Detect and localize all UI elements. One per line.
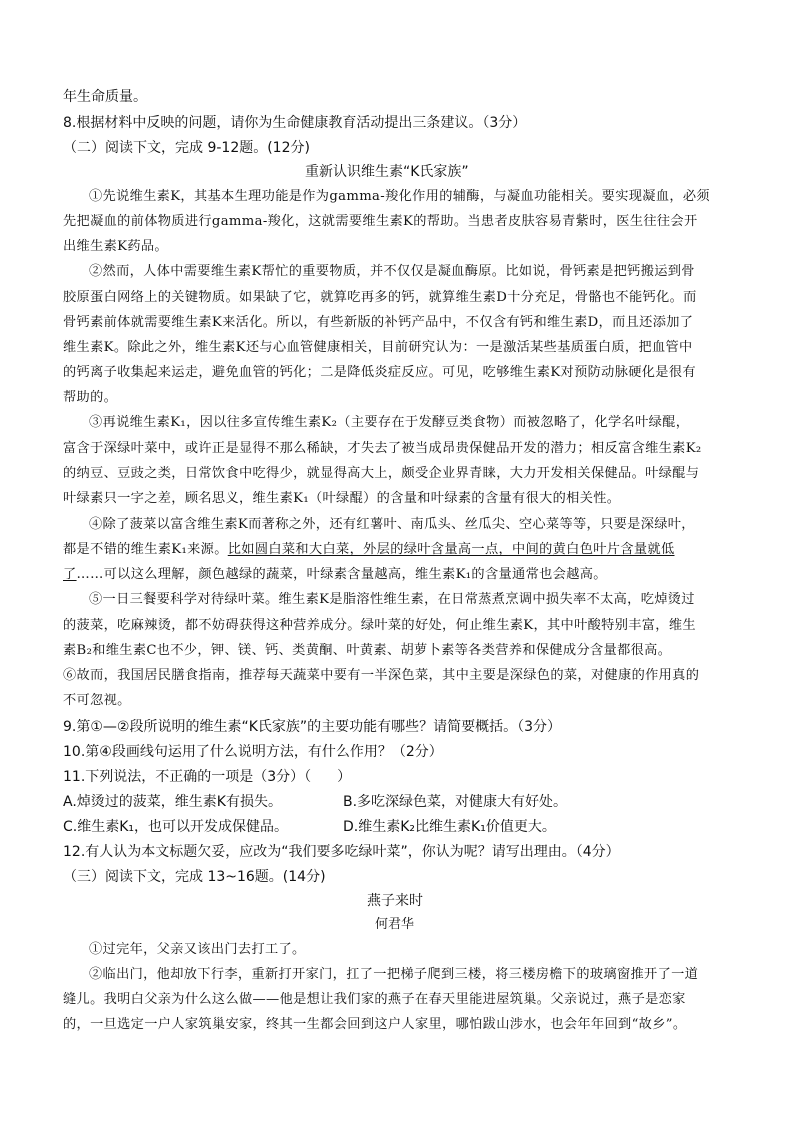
option-c: C.维生素K₁，也可以开发成保健品。 <box>63 819 289 835</box>
paragraph-line <box>63 541 674 559</box>
paragraph-line: 缝儿。我明白父亲为什么这么做——他是想让我们家的燕子在春天里能进屋筑巢。父亲说过，燕子是恋家 <box>63 992 686 1007</box>
question-11 <box>63 768 351 786</box>
paragraph-line: 叶绿素只一字之差，顾名思义，维生素K₁（叶绿醌）的含量和叶绿素的含量有很大的相关性。 <box>63 491 621 506</box>
section-2-heading: （二）阅读下文，完成 9-12题。(12分) <box>63 140 310 156</box>
article-title: 重新认识维生素“K氏家族” <box>305 164 469 180</box>
paragraph-line: 富含于深绿叶菜中，或许正是显得不那么稀缺，才失去了被当成昂贵保健品开发的潜力；相反富含维生素K₂ <box>63 441 702 456</box>
text-segment: ……可以这么理解，颜色越绿的蔬菜，叶绿素含量越高，维生素K₁的含量通常也会越高。 <box>76 567 607 582</box>
paragraph-line: ①先说维生素K，其基本生理功能是作为gamma-羧化作用的辅酶，与凝血功能相关。要实现凝血，必须 <box>89 189 710 204</box>
paragraph-line: 的钙离子收集起来运走，避免血管的钙化；二是降低炎症反应。可见，吃够维生素K对预防动脉硬化是很有 <box>63 365 696 380</box>
paragraph-line: ①过完年，父亲又该出门去打工了。 <box>89 942 306 957</box>
question-9: 9.第①—②段所说明的维生素“K氏家族”的主要功能有哪些？请简要概括。（3分） <box>63 719 562 735</box>
text-line: 年生命质量。 <box>63 89 147 105</box>
question-10: 10.第④段画线句运用了什么说明方法，有什么作用？（2分） <box>63 744 443 760</box>
paragraph-line: ②然而，人体中需要维生素K帮忙的重要物质，并不仅仅是凝血酶原。比如说，骨钙素是把钙搬运到骨 <box>89 264 695 279</box>
paragraph-line: 的，一旦选定一户人家筑巢安家，终其一生都会回到这户人家里，哪怕跋山涉水，也会年年回到“故乡”。 <box>63 1017 687 1032</box>
paragraph-line: ④除了菠菜以富含维生素K而著称之外，还有红薯叶、南瓜头、丝瓜尖、空心菜等等，只要是深绿叶， <box>89 517 695 532</box>
option-d: D.维生素K₂比维生素K₁价值更大。 <box>343 819 556 835</box>
paragraph-line: 素B₂和维生素C也不少，钾、镁、钙、类黄酮、叶黄素、胡萝卜素等各类营养和保健成分含量都很高。 <box>63 643 672 658</box>
paragraph-line: 出维生素K药品。 <box>63 239 168 254</box>
paragraph-line: ⑤一日三餐要科学对待绿叶菜。维生素K是脂溶性维生素，在日常蒸煮烹调中损失率不太高，吃焯烫过 <box>89 592 695 607</box>
story-author: 何君华 <box>375 917 415 932</box>
underlined-sentence: 比如圆白菜和大白菜，外层的绿叶含量高一点，中间的黄白色叶片含量就低 <box>227 542 675 557</box>
paragraph-line <box>63 566 607 584</box>
paragraph-line: 先把凝血的前体物质进行gamma-羧化，这就需要维生素K的帮助。当患者皮肤容易青紫时，医生往往会开 <box>63 214 698 229</box>
paragraph-line: 的纳豆、豆豉之类，日常饮食中吃得少，就显得高大上，颇受企业界青睐，大力开发相关保健品。叶绿醌与 <box>63 466 700 481</box>
question-8: 8.根据材料中反映的问题，请你为生命健康教育活动提出三条建议。（3分） <box>63 115 527 131</box>
story-title: 燕子来时 <box>367 893 423 909</box>
closing-paren: ） <box>337 769 352 785</box>
paragraph-line: 胶原蛋白网络上的关键物质。如果缺了它，就算吃再多的钙，就算维生素D十分充足，骨骼也不能钙化。而 <box>63 290 697 305</box>
paragraph-line: 不可忽视。 <box>63 693 131 708</box>
question-11-text: 11.下列说法，不正确的一项是（3分）（ <box>63 769 312 785</box>
paragraph-line: 维生素K。除此之外，维生素K还与心血管健康相关，目前研究认为：一是激活某些基质蛋白质，把血管中 <box>63 340 693 355</box>
text-segment: 都是不错的维生素K₁来源。 <box>63 542 228 557</box>
paragraph-line: 帮助的。 <box>63 390 118 405</box>
paragraph-line: 骨钙素前体就需要维生素K来活化。所以，有些新版的补钙产品中，不仅含有钙和维生素D，而且还添加了 <box>63 315 694 330</box>
section-3-heading: （三）阅读下文，完成 13~16题。(14分) <box>63 869 326 885</box>
paragraph-line: ③再说维生素K₁，因以往多宣传维生素K₂（主要存在于发酵豆类食物）而被忽略了，化学名叶绿醌， <box>89 415 690 430</box>
question-12: 12.有人认为本文标题欠妥，应改为“我们要多吃绿叶菜”，你认为呢？请写出理由。（4分） <box>63 844 620 860</box>
paragraph-line: 的菠菜，吃麻辣烫，都不妨碍获得这种营养成分。绿叶菜的好处，何止维生素K，其中叶酸特别丰富，维生 <box>63 618 696 633</box>
option-b: B.多吃深绿色菜，对健康大有好处。 <box>343 794 568 810</box>
paragraph-line: ⑥故而，我国居民膳食指南，推荐每天蔬菜中要有一半深色菜，其中主要是深绿色的菜，对健康的作用真的 <box>63 668 700 683</box>
option-a: A.焯烫过的菠菜，维生素K有损失。 <box>63 794 282 810</box>
paragraph-line: ②临出门，他却放下行李，重新打开家门，扛了一把梯子爬到三楼，将三楼房檐下的玻璃窗推开了一道 <box>89 967 699 982</box>
underlined-sentence-end: 了 <box>63 567 77 582</box>
